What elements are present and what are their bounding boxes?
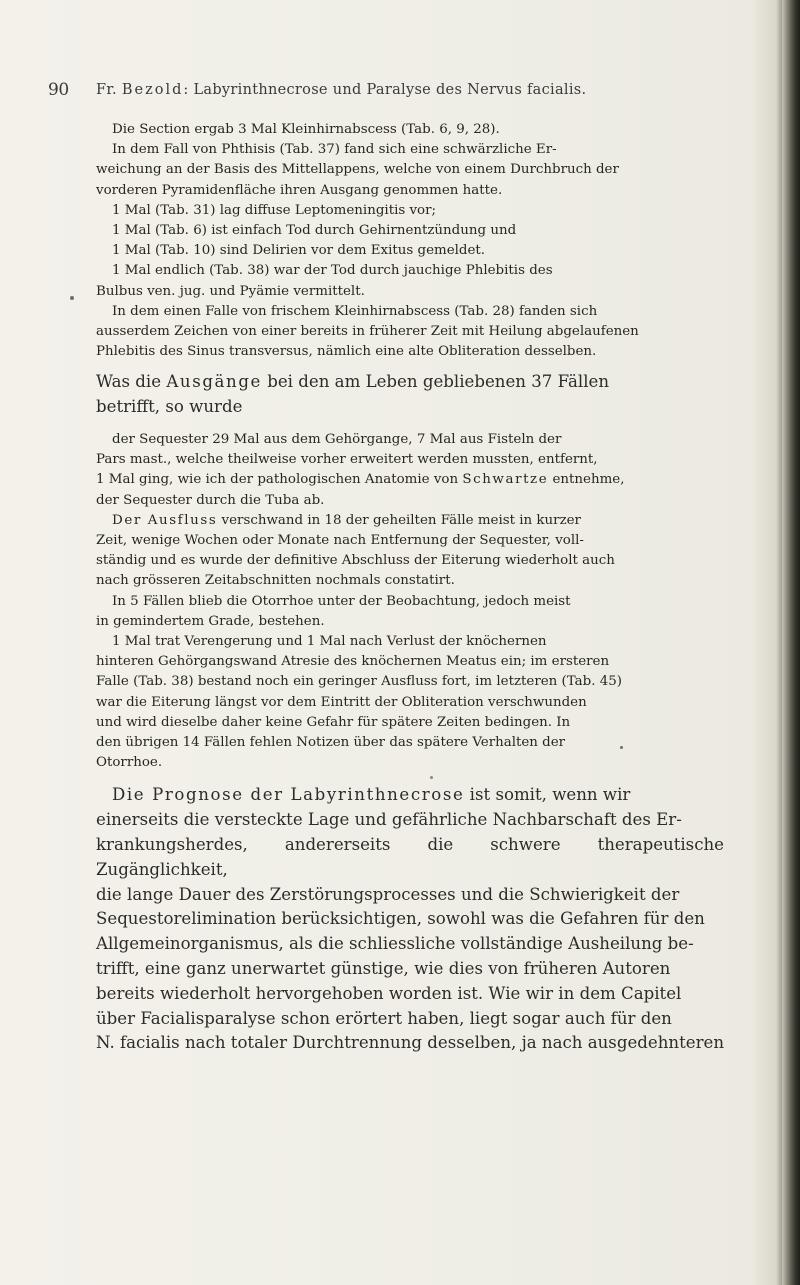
text-line: den übrigen 14 Fällen fehlen Notizen über das spätere Verhalten der (96, 735, 566, 751)
text-fragment: Was die (96, 372, 167, 392)
text-line: und wird dieselbe daher keine Gefahr für spätere Zeiten bedingen. In (96, 714, 571, 730)
text-line (112, 783, 724, 808)
text-line: 1 Mal endlich (Tab. 38) war der Tod durch jauchige Phlebitis des (112, 263, 553, 279)
author-reference-schwartze: Schwartze (462, 472, 549, 488)
text-line: betrifft, so wurde (96, 397, 243, 417)
text-line: Allgemeinorganismus, als die schliessliche vollständige Ausheilung be- (96, 934, 694, 954)
text-line: trifft, eine ganz unerwartet günstige, wie dies von früheren Autoren (96, 959, 671, 979)
text-line: Die Section ergab 3 Mal Kleinhirnabscess (Tab. 6, 9, 28). (112, 122, 500, 137)
emphasis-ausfluss: Der Ausfluss (112, 512, 218, 528)
text-line: Otorrhoe. (96, 755, 163, 771)
outcomes-details-paragraph (96, 430, 724, 773)
text-line: Falle (Tab. 38) bestand noch ein geringer Ausfluss fort, im letzteren (Tab. 45) (96, 674, 622, 690)
section-findings-paragraph (96, 120, 724, 362)
paper-speck (70, 296, 74, 300)
running-head (96, 82, 586, 98)
running-title: : Labyrinthnecrose und Paralyse des Nervus facialis. (183, 82, 587, 98)
text-line: über Facialisparalyse schon erörtert haben, liegt sogar auch für den (96, 1008, 672, 1028)
text-line: bereits wiederholt hervorgehoben worden ist. Wie wir in dem Capitel (96, 983, 682, 1003)
text-fragment: entnehme, (548, 472, 625, 488)
text-line: hinteren Gehörgangswand Atresie des knöchernen Meatus ein; im ersteren (96, 654, 610, 670)
text-line (96, 470, 724, 490)
text-fragment: ist somit, wenn wir (464, 785, 631, 805)
text-line: N. facialis nach totaler Durchtrennung desselben, ja nach ausgedehnteren (96, 1033, 725, 1053)
text-line (112, 511, 724, 531)
text-fragment: bei den am Leben gebliebenen 37 Fällen (261, 372, 610, 392)
text-line: weichung an der Basis des Mittellappens, welche von einem Durchbruch der (96, 162, 619, 178)
text-line: In dem Fall von Phthisis (Tab. 37) fand sich eine schwärzliche Er- (112, 142, 557, 158)
paper-speck (620, 746, 623, 749)
text-line: Bulbus ven. jug. und Pyämie vermittelt. (96, 283, 365, 299)
text-line: war die Eiterung längst vor dem Eintritt der Obliteration verschwunden (96, 694, 587, 710)
text-line: 1 Mal (Tab. 6) ist einfach Tod durch Gehirnentzündung und (112, 223, 517, 239)
text-line: ständig und es wurde der definitive Abschluss der Eiterung wiederholt auch (96, 553, 615, 569)
text-line: die lange Dauer des Zerstörungsprocesses und die Schwierigkeit der (96, 884, 680, 904)
text-line: krankungsherdes, andererseits die schwere therapeutische Zugänglichkeit, (96, 835, 724, 879)
author-name: Bezold (121, 82, 184, 98)
text-line: In dem einen Falle von frischem Kleinhirnabscess (Tab. 28) fanden sich (112, 303, 598, 319)
text-line: einerseits die versteckte Lage und gefährliche Nachbarschaft des Er- (96, 810, 682, 830)
text-line: 1 Mal (Tab. 31) lag diffuse Leptomeningitis vor; (112, 202, 437, 218)
text-line: In 5 Fällen blieb die Otorrhoe unter der Beobachtung, jedoch meist (112, 593, 571, 609)
paper-speck (430, 776, 433, 779)
text-line: 1 Mal trat Verengerung und 1 Mal nach Verlust der knöchernen (112, 634, 547, 650)
text-fragment: verschwand in 18 der geheilten Fälle meist in kurzer (217, 512, 581, 528)
emphasis-ausgaenge: Ausgänge (166, 372, 262, 392)
text-line: der Sequester 29 Mal aus dem Gehörgange, 7 Mal aus Fisteln der (112, 432, 562, 448)
text-line: in gemindertem Grade, bestehen. (96, 613, 325, 629)
prognosis-paragraph (96, 783, 725, 1056)
page-header (48, 80, 708, 106)
text-line: der Sequester durch die Tuba ab. (96, 492, 325, 508)
text-line: Phlebitis des Sinus transversus, nämlich eine alte Obliteration desselben. (96, 344, 597, 360)
text-line: Zeit, wenige Wochen oder Monate nach Entfernung der Sequester, voll- (96, 533, 584, 549)
text-line: 1 Mal (Tab. 10) sind Delirien vor dem Exitus gemeldet. (112, 243, 486, 259)
text-line: vorderen Pyramidenfläche ihren Ausgang genommen hatte. (96, 182, 503, 198)
text-line: Sequestorelimination berücksichtigen, sowohl was die Gefahren für den (96, 909, 705, 929)
page-body (96, 120, 725, 1056)
author-prefix: Fr. (96, 82, 117, 98)
page-binding-edge (782, 0, 800, 1285)
text-line: nach grösseren Zeitabschnitten nochmals constatirt. (96, 573, 455, 589)
text-fragment: 1 Mal ging, wie ich der pathologischen Anatomie von (96, 472, 463, 488)
text-line: Pars mast., welche theilweise vorher erweitert werden mussten, entfernt, (96, 452, 598, 468)
emphasis-prognose: Die Prognose der Labyrinthnecrose (112, 785, 465, 805)
page-number: 90 (48, 80, 69, 100)
outcomes-intro-paragraph (96, 370, 724, 420)
text-line (96, 370, 724, 395)
text-line: ausserdem Zeichen von einer bereits in früherer Zeit mit Heilung abgelaufenen (96, 324, 639, 340)
